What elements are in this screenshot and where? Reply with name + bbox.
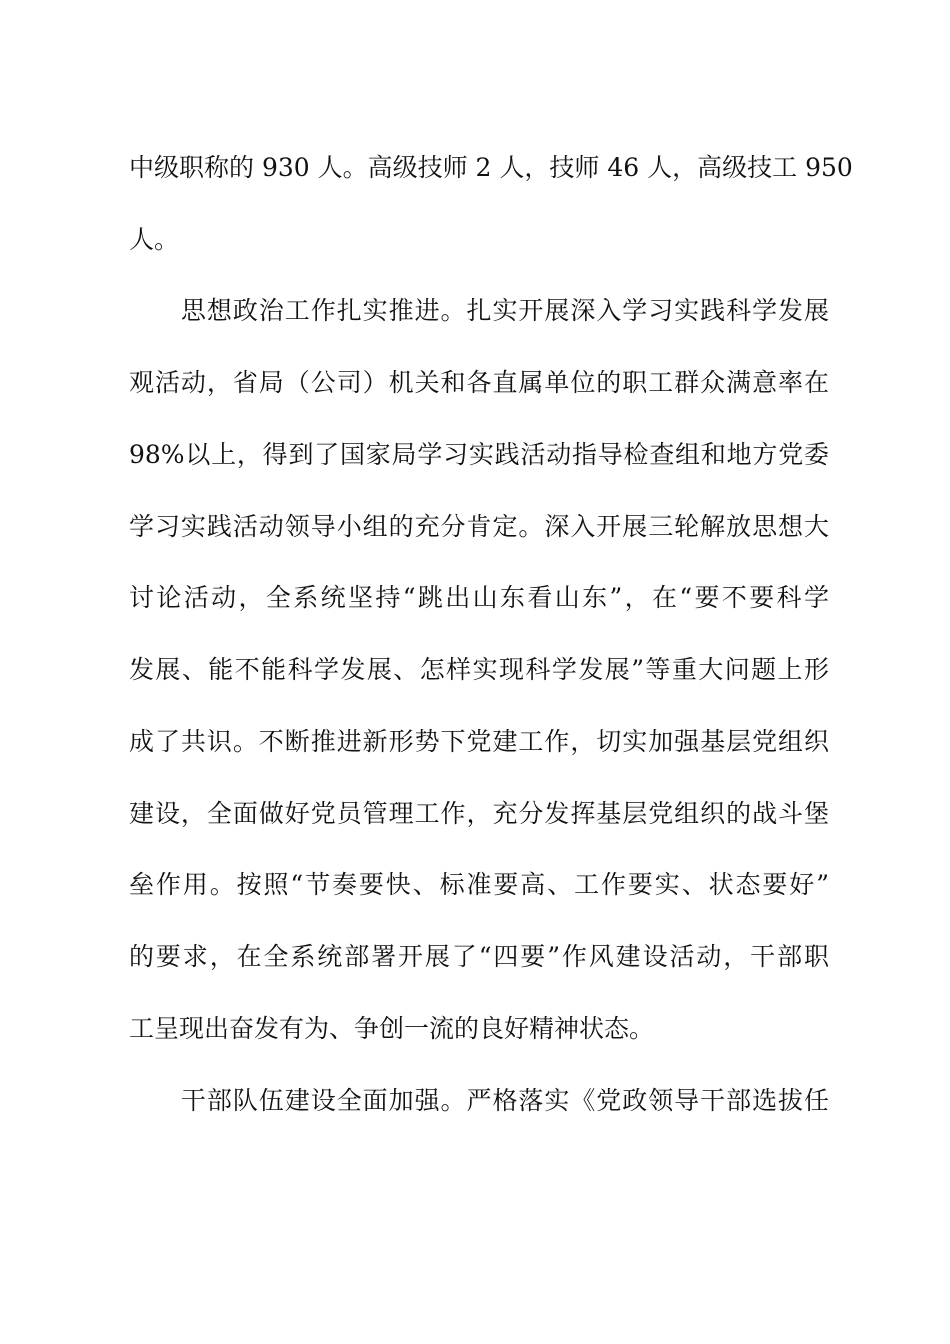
text-line: 思想政治工作扎实推进。扎实开展深入学习实践科学发展 xyxy=(129,296,829,325)
text-line: 讨论活动，全系统坚持“跳出山东看山东”，在“要不要科学 xyxy=(129,583,829,612)
text-line: 成了共识。不断推进新形势下党建工作，切实加强基层党组织 xyxy=(129,727,829,756)
text-line: 建设，全面做好党员管理工作，充分发挥基层党组织的战斗堡 xyxy=(129,799,829,828)
text-line: 垒作用。按照“节奏要快、标准要高、工作要实、状态要好” xyxy=(129,870,829,899)
text-line: 的要求，在全系统部署开展了“四要”作风建设活动，干部职 xyxy=(129,942,829,971)
text-line: 干部队伍建设全面加强。严格落实《党政领导干部选拔任 xyxy=(129,1086,829,1115)
text-line: 工呈现出奋发有为、争创一流的良好精神状态。 xyxy=(129,1014,655,1043)
text-line: 中级职称的 930 人。高级技师 2 人，技师 46 人，高级技工 950 xyxy=(129,153,853,182)
text-line: 人。 xyxy=(129,225,180,254)
text-line: 98%以上，得到了国家局学习实践活动指导检查组和地方党委 xyxy=(129,440,829,469)
text-line: 学习实践活动领导小组的充分肯定。深入开展三轮解放思想大 xyxy=(129,512,829,541)
text-line: 发展、能不能科学发展、怎样实现科学发展”等重大问题上形 xyxy=(129,655,829,684)
text-line: 观活动，省局（公司）机关和各直属单位的职工群众满意率在 xyxy=(129,368,829,397)
